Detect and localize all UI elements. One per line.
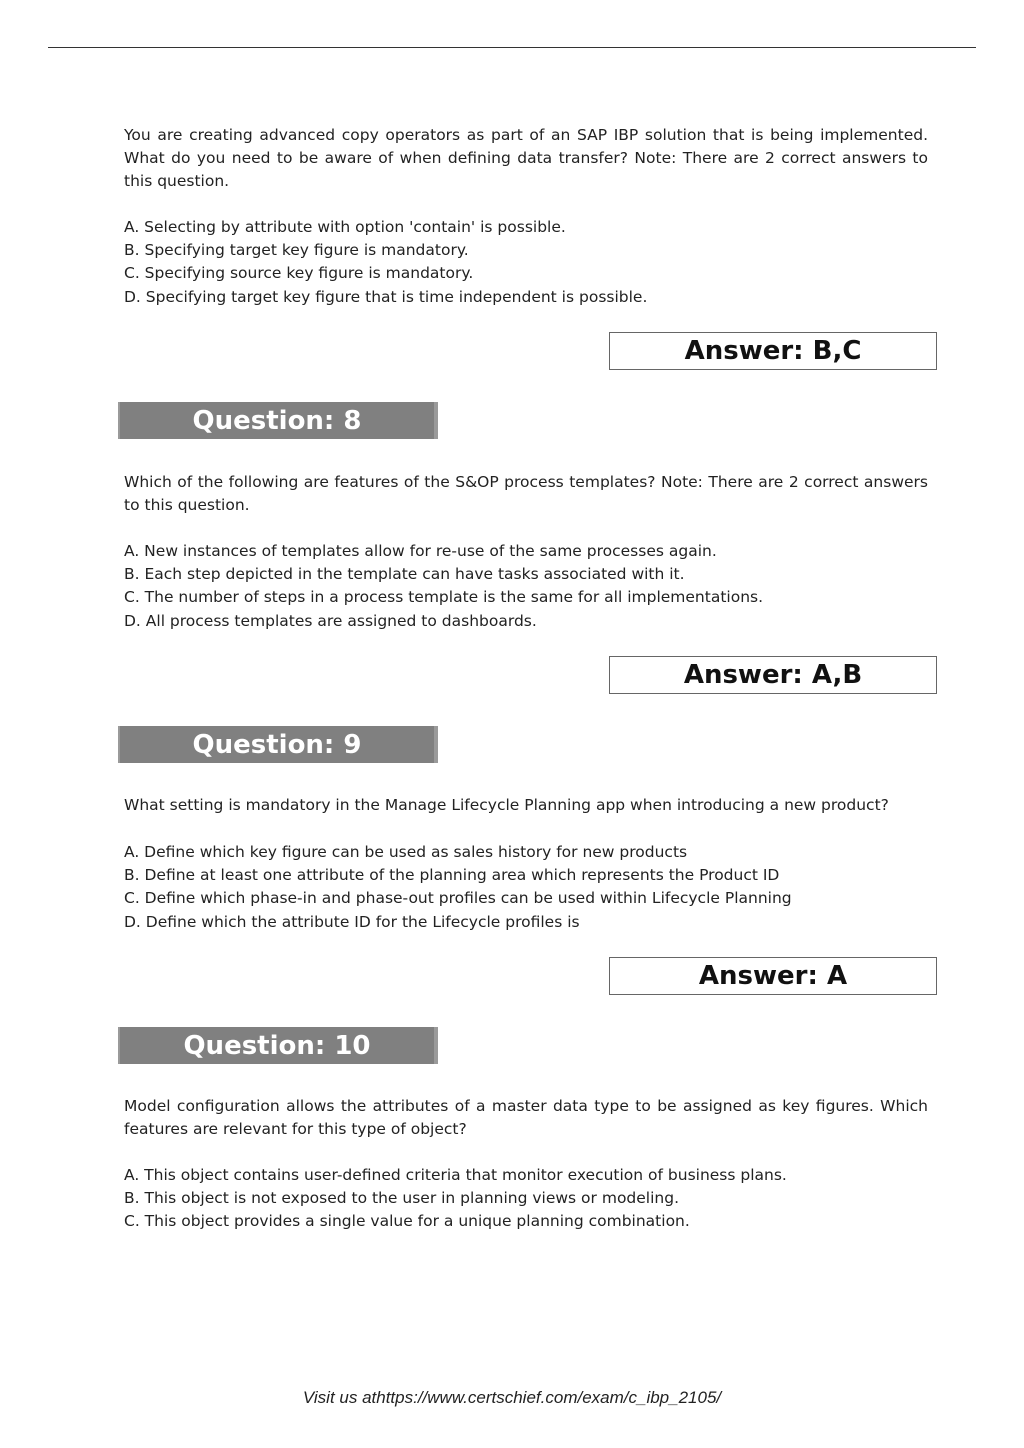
option-c: C. This object provides a single value for a unique planning combination.: [124, 1212, 690, 1231]
option-a: A. New instances of templates allow for re-use of the same processes again.: [124, 542, 717, 560]
option-d: D. Specifying target key figure that is time independent is possible.: [124, 287, 648, 306]
question-10-text: Model configuration allows the attributes of a master data type to be assigned as key figures. Which features are relevant for this type of object?: [124, 1097, 928, 1139]
footer-link[interactable]: Visit us athttps://www.certschief.com/exam/c_ibp_2105/: [302, 1388, 722, 1407]
question-10-options: [124, 1164, 944, 1234]
option-c: C. The number of steps in a process template is the same for all implementations.: [124, 588, 764, 607]
option-d: D. All process templates are assigned to dashboards.: [124, 611, 537, 630]
question-10-heading: Question: 10: [118, 1027, 438, 1064]
option-a: A. This object contains user-defined criteria that monitor execution of business plans.: [124, 1166, 787, 1184]
answer-box-9: Answer: A: [609, 957, 937, 995]
question-7-text: You are creating advanced copy operators as part of an SAP IBP solution that is being implemented. What do you need to be aware of when defining data transfer? Note: There are 2 correct answers to this question.: [124, 126, 928, 191]
option-d: D. Define which the attribute ID for the Lifecycle profiles is: [124, 912, 580, 931]
header-divider: [48, 47, 976, 48]
question-9-heading: Question: 9: [118, 726, 438, 763]
answer-box-8: Answer: A,B: [609, 656, 937, 694]
option-b: B. Each step depicted in the template can have tasks associated with it.: [124, 565, 685, 584]
question-9-text: What setting is mandatory in the Manage Lifecycle Planning app when introducing a new product?: [124, 796, 889, 814]
question-8-text: Which of the following are features of the S&OP process templates? Note: There are 2 correct answers to this question.: [124, 473, 928, 515]
question-8-heading: Question: 8: [118, 402, 438, 439]
option-c: C. Specifying source key figure is mandatory.: [124, 264, 474, 283]
question-9-options: [124, 841, 944, 934]
option-b: B. Specifying target key figure is mandatory.: [124, 241, 469, 260]
option-b: B. Define at least one attribute of the planning area which represents the Product ID: [124, 866, 780, 885]
option-c: C. Define which phase-in and phase-out profiles can be used within Lifecycle Planning: [124, 889, 792, 908]
answer-box-7: Answer: B,C: [609, 332, 937, 370]
question-8-options: [124, 540, 944, 633]
question-7-options: [124, 216, 944, 309]
option-a: A. Define which key figure can be used as sales history for new products: [124, 843, 688, 861]
option-b: B. This object is not exposed to the user in planning views or modeling.: [124, 1189, 680, 1208]
option-a: A. Selecting by attribute with option 'contain' is possible.: [124, 218, 566, 236]
